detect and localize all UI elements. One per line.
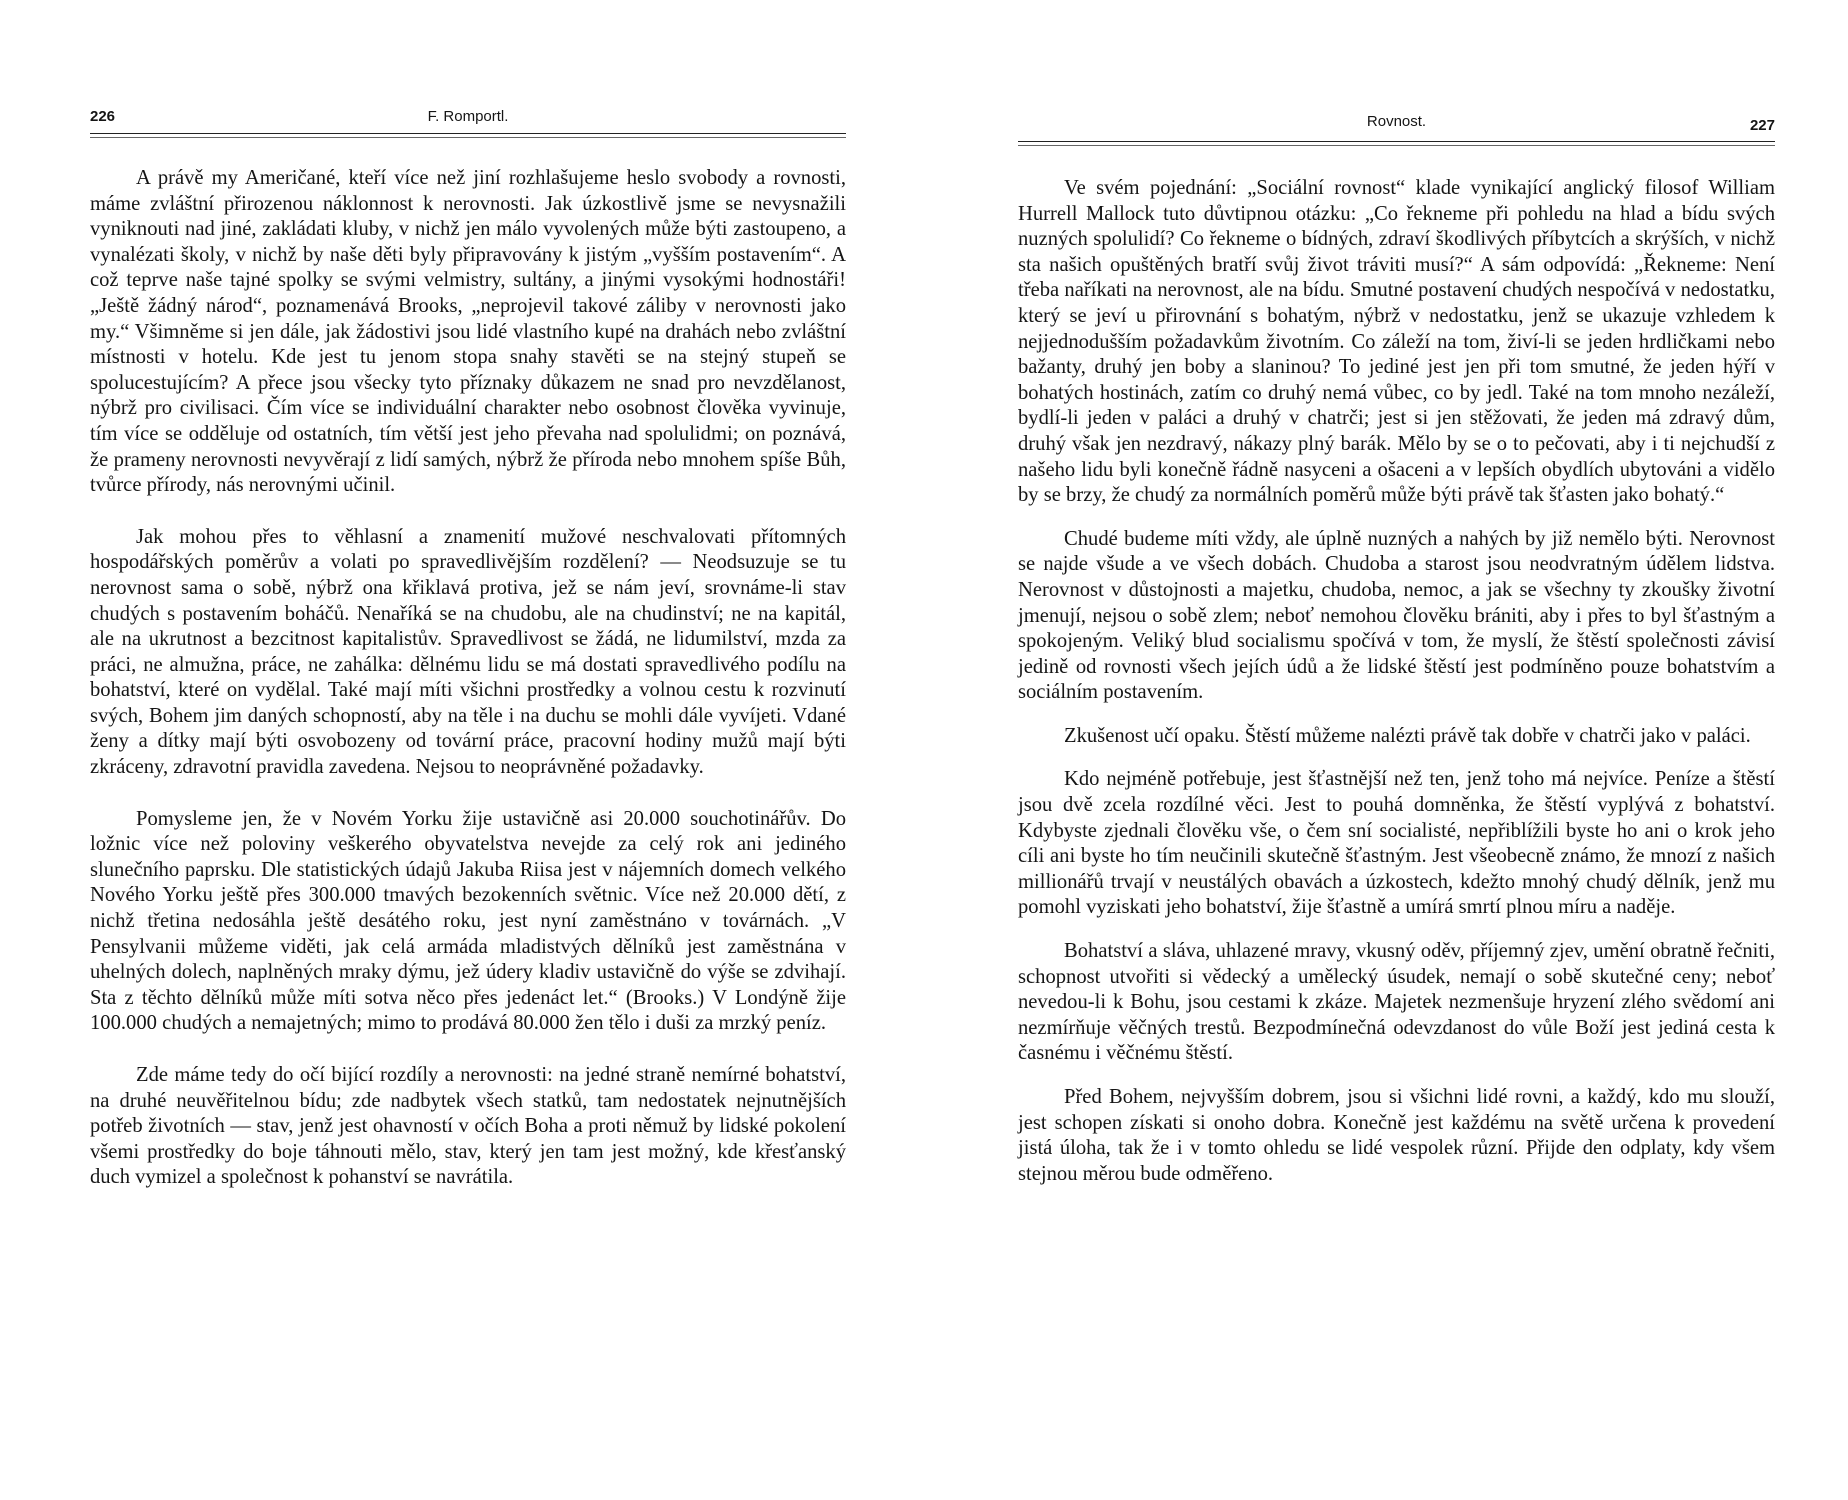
paragraph: Chudé budeme míti vždy, ale úplně nuzných a nahých by již nemělo býti. Nerovnost se najde všude a ve všech dobách. Chudoba a starost jsou neodvratným údělem lidstva. Nerovnost v důstojnosti a majetku, chudoba, nemoc, a jak se všechny ty zkoušky životní jmenují, nejsou o sobě zlem; neboť nemohou člověku brániti, aby i přes to byl šťastným a spokojeným. Veliký blud socialismu spočívá v tom, že myslí, že štěstí společnosti závisí jedině od rovnosti všech jejích údů a že lidské štěstí jest podmíněno pouze bohatstvím a sociálním postavením.: [1018, 527, 1775, 704]
right-page: [1018, 0, 1775, 1187]
left-page: [90, 0, 846, 1191]
paragraph: Pomysleme jen, že v Novém Yorku žije ustavičně asi 20.000 souchotinářův. Do ložnic více než poloviny veškerého obyvatelstva nevejde za celý rok ani jediného slunečního paprsku. Dle statistických údajů Jakuba Riisa jest v nájemních domech velkého Nového Yorku ještě přes 300.000 tmavých bezokenních světnic. Více než 20.000 dětí, z nichž třetina nedosáhla ještě desátého roku, jest nyní zaměstnáno v továrnách. „V Pensylvanii můžeme viděti, jak celá armáda mladistvých dělníků jest zaměstnána v uhelných dolech, naplněných mraky dýmu, jež údery kladiv ustavičně do výše se zdvihají. Sta z těchto dělníků může míti sotva něco přes jedenáct let.“ (Brooks.) V Londýně žije 100.000 chudých a nemajetných; mimo to prodává 80.000 žen tělo i duši za mrzký peníz.: [90, 807, 846, 1035]
paragraph: Před Bohem, nejvyšším dobrem, jsou si všichni lidé rovni, a každý, kdo mu slouží, jest schopen získati si onoho dobra. Konečně jest každému na světě určena k provedení jistá úloha, tak že i v tomto ohledu se lidé vespolek různí. Přijde den odplaty, kdy všem stejnou měrou bude odměřeno.: [1018, 1086, 1775, 1185]
right-running-head: Rovnost.: [1366, 113, 1427, 130]
paragraph: Jak mohou přes to věhlasní a znamenití mužové neschvalovati přítomných hospodářských poměrův a volati po spravedlivějším rozdělení? — Neodsuzuje se tu nerovnost sama o sobě, nýbrž ona křiklavá protiva, jež se nám jeví, srovnáme-li stav chudých s postavením boháčů. Nenaříká se na chudobu, ale na chudinství; ne na kapitál, ale na ukrutnost a bezcitnost kapitalistův. Spravedlivost se žádá, ne lidumilství, mzda za práci, ne almužna, práce, ne zahálka: dělnému lidu se má dostati spravedlivého podílu na bohatství, které on vydělal. Také mají míti všichni prostředky a volnou cestu k rozvinutí svých, Bohem jim daných schopností, aby na těle i na duchu se mohli dále vyvíjeti. Vdané ženy a dítky mají býti osvobozeny od tovární práce, pracovní hodiny mužů mají býti zkráceny, zdravotní pravidla zavedena. Nejsou to neoprávněné požadavky.: [90, 525, 846, 779]
left-page-header: [90, 108, 846, 148]
right-page-number: 227: [1749, 117, 1775, 134]
left-header-rule-thin: [90, 137, 846, 138]
right-page-header: [1018, 113, 1775, 153]
left-page-number: 226: [90, 108, 116, 125]
left-running-head: F. Romportl.: [427, 108, 509, 125]
paragraph: Bohatství a sláva, uhlazené mravy, vkusný oděv, příjemný zjev, umění obratně řečniti, schopnost utvořiti si vědecký a umělecký úsudek, nemají o sobě skutečné ceny; neboť nevedou-li k Bohu, jsou cestami k zkáze. Majetek nezmenšuje hryzení zlého svědomí ani nezmírňuje věčných trestů. Bezpodmínečná odevzdanost do vůle Boží jest jediná cesta k časnému i věčnému štěstí.: [1018, 940, 1775, 1065]
left-page-body: [90, 166, 846, 1191]
right-page-body: [1018, 176, 1775, 1187]
paragraph: Zde máme tedy do očí bijící rozdíly a nerovnosti: na jedné straně nemírné bohatství, na druhé neuvěřitelnou bídu; zde nadbytek všech statků, tam nedostatek nejnutnějších potřeb životních — stav, jenž jest ohavností v očích Boha a proti němuž by lidské pokolení všemi prostředky do boje táhnouti mělo, stav, který jen tam jest možný, kde křesťanský duch vymizel a společnost k pohanství se navrátila.: [90, 1064, 846, 1189]
left-header-rule: [90, 133, 846, 134]
paragraph: Zkušenost učí opaku. Štěstí můžeme nalézti právě tak dobře v chatrči jako v paláci.: [1064, 724, 1751, 747]
right-header-rule: [1018, 141, 1775, 142]
right-header-rule-thin: [1018, 145, 1775, 146]
paragraph: Ve svém pojednání: „Sociální rovnost“ klade vynikající anglický filosof William Hurrell Mallock tuto důvtipnou otázku: „Co řekneme při pohledu na hlad a bídu svých nuzných spolulidí? Co řekneme o bídných, zdraví škodlivých příbytcích a skrýších, v nichž sta našich opuštěných bratří svůj život tráviti musí?“ A sám odpovídá: „Řekneme: Není třeba naříkati na nerovnost, ale na bídu. Smutné postavení chudých nespočívá v nedostatku, který se jeví u přirovnání s bohatým, nýbrž v nedostatku, jenž se ukazuje vzhledem k nejjednodušším požadavkům životním. Co záleží na tom, živí-li se jeden hrdličkami nebo bažanty, druhý jen boby a slaninou? To jediné jest jen při tom smutné, že jeden hýří v bohatých hostinách, zatím co druhý nemá vůbec, co by jedl. Také na tom mnoho nezáleží, bydlí-li jeden v paláci a druhý v chatrči; jest si jen stěžovati, že jeden má zdravý dům, druhý však jen nezdravý, nákazy plný barák. Mělo by se o to pečovati, aby i ti nejchudší z našeho lidu byli konečně řádně nasyceni a ošaceni a v lepších obydlích ubytováni a vidělo by se brzy, že chudý za normálních poměrů může býti právě tak šťasten jako bohatý.“: [1018, 177, 1775, 507]
paragraph: A právě my Američané, kteří více než jiní rozhlašujeme heslo svobody a rovnosti, máme zvláštní přirozenou náklonnost k nerovnosti. Jak úzkostlivě jsme se nevysnažili vyniknouti nad jiné, zakládati kluby, v nichž jen málo vyvolených může býti zastoupeno, a vynalézati školy, v nichž by naše děti byly připravovány k jistým „vyšším postavením“. A což teprve naše tajné spolky se svými velmistry, sultány, a jinými vysokými hodnostáři! „Ještě žádný národ“, poznamenává Brooks, „neprojevil takové záliby v nerovnosti jako my.“ Všimněme si jen dále, jak žádostivi jsou lidé vlastního kupé na drahách nebo zvláštní místnosti v hotelu. Kde jest tu jenom stopa snahy stavěti se na stejný stupeň se spolucestujícím? A přece jsou všecky tyto příznaky důkazem ne snad pro nevzdělanost, nýbrž pro civilisaci. Čím více se individuální charakter nebo osobnost člověka vyvinuje, tím více se odděluje od ostatních, tím větší jest jeho převaha nad spolulidmi; on poznává, že prameny nerovnosti nevyvěrají z lidí samých, nýbrž že příroda nebo mnohem spíše Bůh, tvůrce přírody, nás nerovnými učinil.: [90, 167, 846, 497]
paragraph: Kdo nejméně potřebuje, jest šťastnější než ten, jenž toho má nejvíce. Peníze a štěstí jsou dvě zcela rozdílné věci. Jest to pouhá domněnka, že štěstí vyplývá z bohatství. Kdybyste zjednali člověku vše, o čem sní socialisté, nepřiblížili byste ho ani o krok jeho cíli ani byste ho tím neučinili skutečně šťastným. Jest všeobecně známo, že mnozí z našich millionářů trvají v neustálých obavách a úzkostech, kdežto mnohý chudý dělník, jenž mu pomohl vyziskati jeho bohatství, žije šťastně a umírá smrtí plnou míru a naděje.: [1018, 768, 1775, 919]
